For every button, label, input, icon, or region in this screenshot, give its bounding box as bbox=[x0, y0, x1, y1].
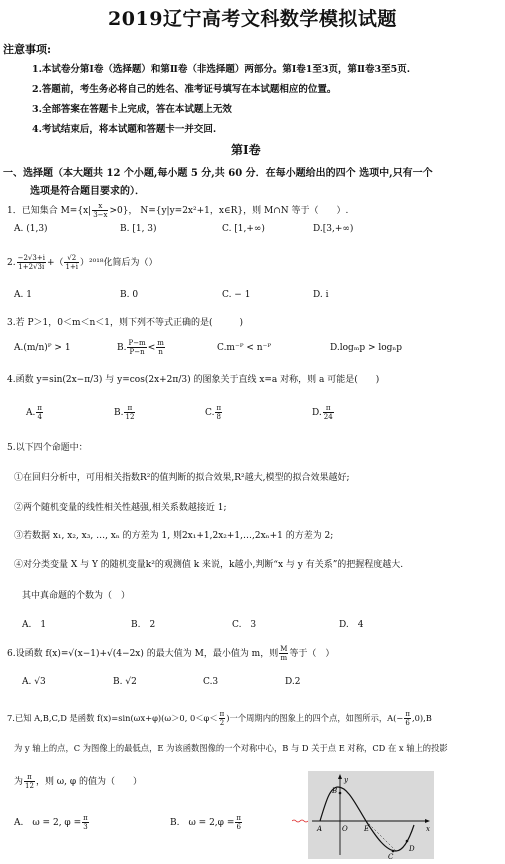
section-heading-line2: 选项是符合题目要求的）． bbox=[30, 186, 145, 197]
label-e: E bbox=[364, 825, 370, 833]
fraction: $\frac{\pi}{4}$ bbox=[37, 404, 42, 421]
q5-option-d: D. 4 bbox=[339, 620, 364, 630]
q7-option-b: B. ω = 2,φ = $\frac{\pi}{6}$ bbox=[170, 814, 241, 831]
notice-item-4: 4.考试结束后，将本试题和答题卡一并交回. bbox=[32, 124, 217, 135]
question-4: 4.函数 y=sin(2x−π/3) 与 y=cos(2x+2π/3) 的图象关于直线 x=a 对称，则 a 可能是( ) bbox=[7, 375, 380, 385]
question-7-line3: 为 $\frac{\pi}{12}$ ，则 ω, φ 的值为（ ） bbox=[14, 773, 143, 790]
q6-option-a: A. √3 bbox=[22, 677, 46, 687]
fraction: $\frac{x}{3-x}$ bbox=[93, 202, 108, 219]
q4-option-d: D. $\frac{\pi}{24}$ bbox=[312, 404, 333, 421]
q5-option-a: A. 1 bbox=[22, 620, 47, 630]
label-y: y bbox=[344, 776, 348, 784]
label-c: C bbox=[388, 853, 394, 859]
label-o: O bbox=[342, 825, 348, 833]
q4-option-a: A. $\frac{\pi}{4}$ bbox=[26, 404, 42, 421]
q2-option-b: B. 0 bbox=[120, 290, 139, 300]
q3-option-c: C.m⁻ᴾ < n⁻ᴾ bbox=[217, 343, 272, 353]
fraction: $\frac{\pi}{6}$ bbox=[236, 814, 241, 831]
label-d: D bbox=[409, 845, 415, 853]
x-axis-arrow bbox=[425, 819, 430, 823]
point-d bbox=[406, 840, 409, 843]
q5-prompt: 其中真命题的个数为（ ） bbox=[22, 591, 131, 601]
question-5: 5.以下四个命题中： bbox=[7, 443, 88, 453]
label-b: B bbox=[332, 787, 338, 795]
q2-option-c: C. − 1 bbox=[222, 290, 251, 300]
fraction: $\frac{-2√3+i}{1+2√3i}$ bbox=[17, 254, 45, 271]
q4-option-b: B. $\frac{\pi}{12}$ bbox=[114, 404, 135, 421]
y-axis-arrow bbox=[338, 774, 342, 779]
q3-option-b: B. $\frac{P-m}{P-n}$ < $\frac{m}{n}$ bbox=[117, 339, 164, 356]
fraction: $\frac{\pi}{12}$ bbox=[25, 773, 34, 790]
question-7-line2: 为 y 轴上的点，C 为图像上的最低点，E 为该函数图像的一个对称中心，B 与 D 关于点 E 对称，CD 在 x 轴上的投影 bbox=[14, 743, 448, 753]
q4-option-c: C. $\frac{\pi}{8}$ bbox=[205, 404, 222, 421]
fraction: $\frac{M}{m}$ bbox=[280, 645, 288, 662]
q5-option-b: B. 2 bbox=[131, 620, 156, 630]
q2-option-a: A. 1 bbox=[14, 290, 32, 300]
q6-option-c: C.3 bbox=[203, 677, 219, 687]
notice-item-2: 2.答题前，考生务必将自己的姓名、准考证号填写在本试题相应的位置。 bbox=[32, 84, 337, 95]
fraction: $\frac{√2}{1+i}$ bbox=[65, 254, 79, 271]
fraction: $\frac{\pi}{3}$ bbox=[83, 814, 88, 831]
q5-option-c: C. 3 bbox=[232, 620, 257, 630]
fraction: $\frac{P-m}{P-n}$ bbox=[128, 339, 146, 356]
sine-curve bbox=[320, 787, 414, 851]
q1-option-b: B. [1, 3) bbox=[120, 224, 157, 234]
question-2: 2. $\frac{-2√3+i}{1+2√3i}$ +（ $\frac{√2}{1+i}$ ）²⁰¹⁸化简后为（） bbox=[7, 254, 158, 271]
q1-option-a: A. (1,3) bbox=[14, 224, 48, 234]
question-6: 6.设函数 f(x)=√(x−1)+√(4−2x) 的最大值为 M，最小值为 m，则 $\frac{M}{m}$ 等于（ ） bbox=[7, 645, 335, 662]
fraction: $\frac{\pi}{12}$ bbox=[125, 404, 135, 421]
point-c bbox=[392, 850, 395, 853]
label-a: A bbox=[317, 825, 323, 833]
point-b bbox=[339, 792, 342, 795]
question-7-line1: 7.已知 A,B,C,D 是函数 f(x)=sin(ωx+φ)(ω＞0, 0＜φ＜ $\frac{\pi}{2}$ )一个周期内的图象上的四个点，如图所示，A(− $\frac{\pi}{6}$ ,0),B bbox=[7, 710, 432, 727]
q6-option-b: B. √2 bbox=[113, 677, 137, 687]
q1-option-d: D.[3,+∞) bbox=[313, 224, 354, 234]
label-x: x bbox=[426, 825, 430, 833]
q5-statement-1: ①在回归分析中，可用相关指数R²的值判断的拟合效果,R²越大,模型的拟合效果越好; bbox=[14, 473, 350, 483]
fraction: $\frac{m}{n}$ bbox=[157, 339, 164, 356]
section-heading-line1: 一、选择题（本大题共 12 个小题,每小题 5 分,共 60 分．在每小题给出的四个 选项中,只有一个 bbox=[3, 168, 433, 179]
q5-statement-2: ②两个随机变量的线性相关性越强,相关系数越接近 1; bbox=[14, 503, 227, 513]
q7-option-a: A. ω = 2, φ = $\frac{\pi}{3}$ bbox=[14, 814, 88, 831]
q1-option-c: C. [1,+∞) bbox=[222, 224, 265, 234]
part-title: 第Ⅰ卷 bbox=[231, 143, 261, 157]
sine-graph bbox=[308, 771, 434, 859]
question-1: 1．已知集合 M={x| $\frac{x}{3-x}$ >0}， N={y|y=2x²+1，x∈R}，则 M∩N 等于（ ）. bbox=[7, 202, 349, 219]
q3-option-a: A.(m/n)ᴾ > 1 bbox=[14, 343, 71, 353]
spellcheck-squiggle bbox=[292, 819, 308, 823]
notice-item-1: 1.本试卷分第Ⅰ卷（选择题）和第Ⅱ卷（非选择题）两部分。第Ⅰ卷1至3页，第Ⅱ卷3至5页. bbox=[32, 64, 411, 75]
q3-option-d: D.logₘp > logₙp bbox=[330, 343, 403, 353]
sine-graph-figure bbox=[308, 771, 434, 859]
q2-option-d: D. i bbox=[313, 290, 329, 300]
q5-statement-3: ③若数据 x₁, x₂, x₃, …, xₙ 的方差为 1, 则2x₁+1,2x₂+1,…,2xₙ+1 的方差为 2; bbox=[14, 531, 334, 541]
q5-statement-4: ④对分类变量 X 与 Y 的随机变量k²的观测值 k 来说，k越小,判断“x 与 y 有关系”的把握程度越大. bbox=[14, 560, 404, 570]
question-3: 3.若 P＞1，0＜m＜n＜1，则下列不等式正确的是( ) bbox=[7, 318, 244, 328]
notice-heading: 注意事项: bbox=[3, 43, 52, 56]
q6-option-d: D.2 bbox=[285, 677, 301, 687]
guide-line bbox=[366, 821, 396, 851]
notice-item-3: 3.全部答案在答题卡上完成，答在本试题上无效 bbox=[32, 104, 232, 115]
fraction: $\frac{\pi}{8}$ bbox=[216, 404, 222, 421]
fraction: $\frac{\pi}{24}$ bbox=[323, 404, 333, 421]
fraction: $\frac{\pi}{2}$ bbox=[219, 710, 225, 727]
page-title: 2019辽宁高考文科数学模拟试题 bbox=[108, 8, 397, 30]
fraction: $\frac{\pi}{6}$ bbox=[405, 710, 410, 727]
